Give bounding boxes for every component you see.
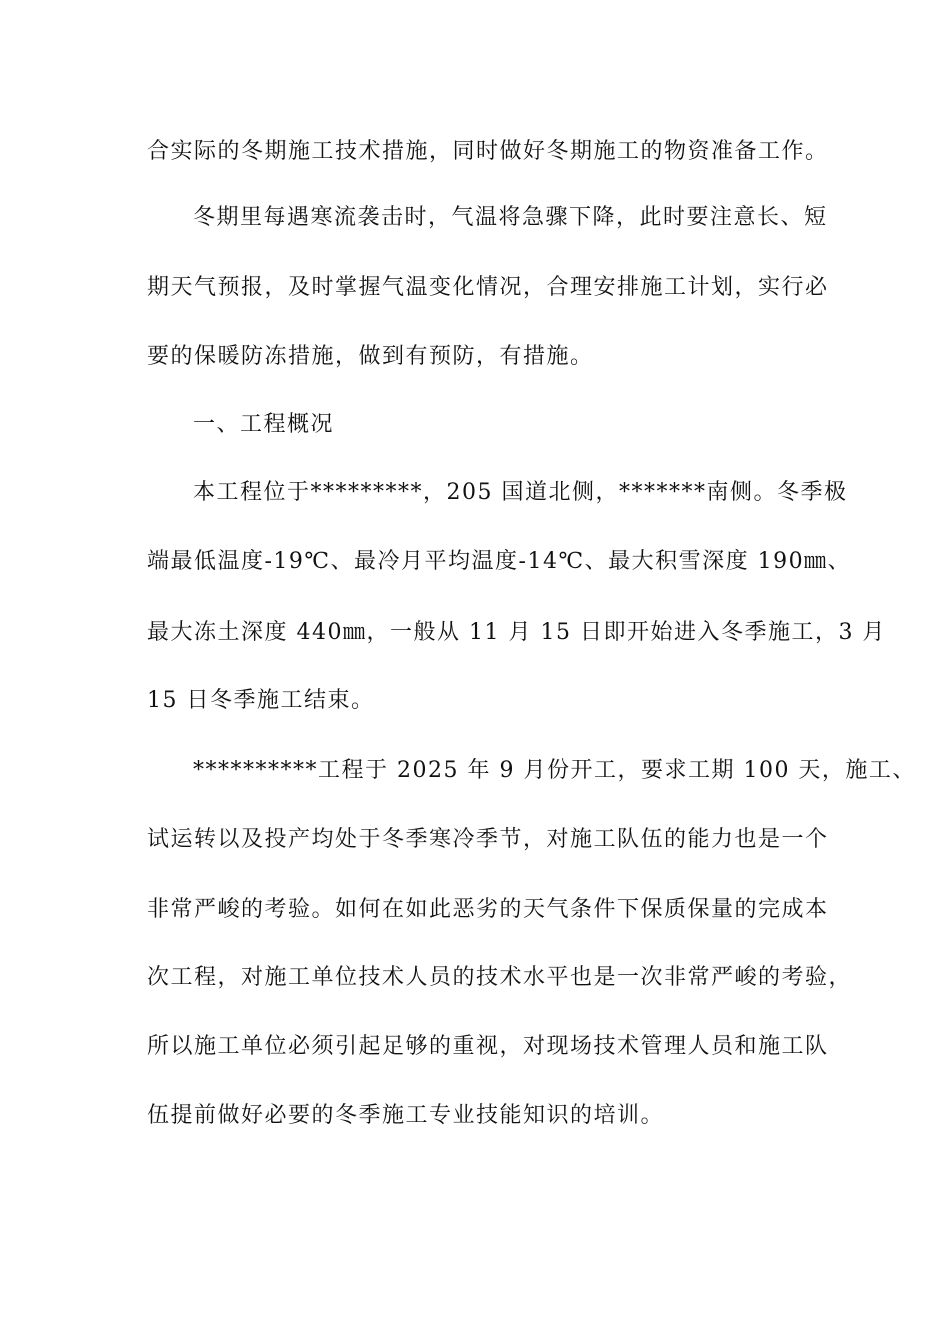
section-heading: 一、工程概况 — [193, 412, 335, 437]
text-line: 最大冻土深度 440㎜，一般从 11 月 15 日即开始进入冬季施工，3 月 — [147, 620, 886, 645]
text-line: 端最低温度-19℃、最冷月平均温度-14℃、最大积雪深度 190㎜、 — [147, 549, 852, 574]
text-line: 非常严峻的考验。如何在如此恶劣的天气条件下保质保量的完成本 — [147, 897, 829, 922]
text-line: 合实际的冬期施工技术措施，同时做好冬期施工的物资准备工作。 — [147, 139, 829, 164]
paragraph-start: **********工程于 2025 年 9 月份开工，要求工期 100 天，施工、 — [193, 758, 916, 783]
paragraph-start: 本工程位于*********，205 国道北侧，*******南侧。冬季极 — [193, 480, 848, 505]
text-line: 要的保暖防冻措施，做到有预防，有措施。 — [147, 344, 594, 369]
text-line: 15 日冬季施工结束。 — [147, 688, 375, 713]
text-line: 伍提前做好必要的冬季施工专业技能知识的培训。 — [147, 1103, 665, 1128]
paragraph-start: 冬期里每遇寒流袭击时，气温将急骤下降，此时要注意长、短 — [193, 205, 828, 230]
text-line: 次工程，对施工单位技术人员的技术水平也是一次非常严峻的考验， — [147, 965, 853, 990]
text-line: 期天气预报，及时掌握气温变化情况，合理安排施工计划，实行必 — [147, 275, 829, 300]
text-line: 试运转以及投产均处于冬季寒冷季节，对施工队伍的能力也是一个 — [147, 827, 829, 852]
text-line: 所以施工单位必须引起足够的重视，对现场技术管理人员和施工队 — [147, 1034, 829, 1059]
